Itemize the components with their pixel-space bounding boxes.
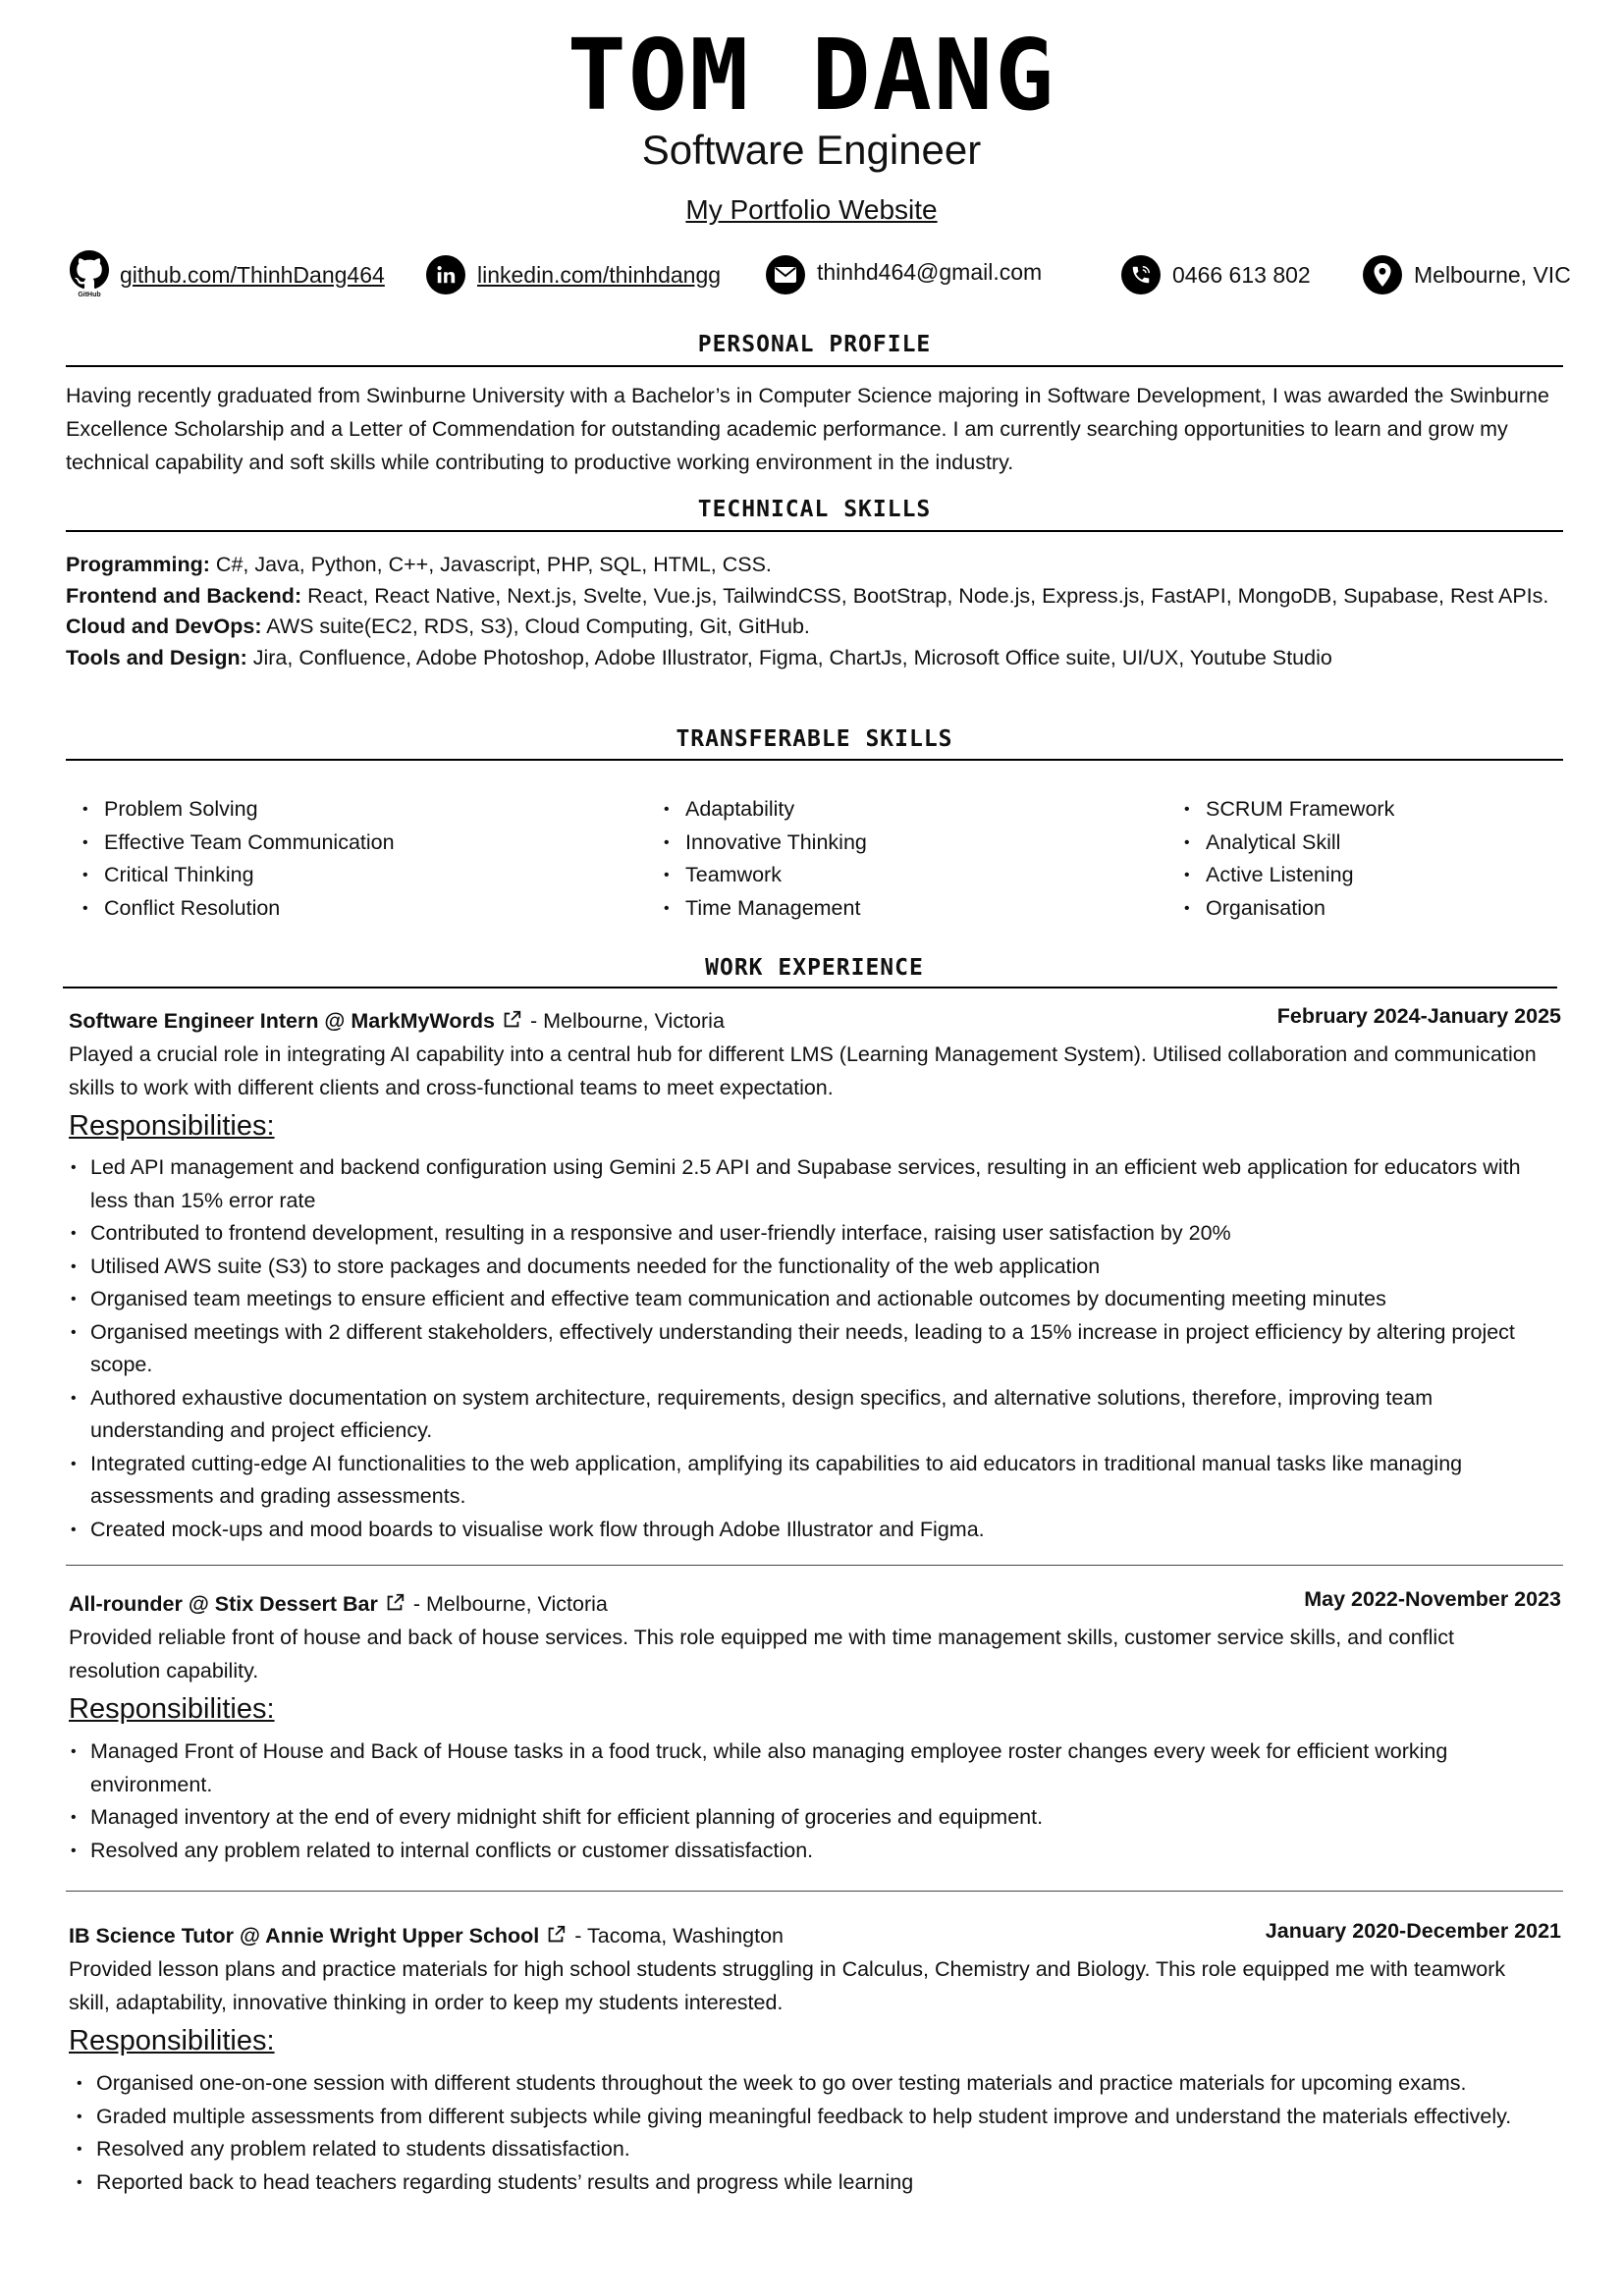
job-header [69,1587,1561,1621]
linkedin-link[interactable]: linkedin.com/thinhdangg [477,261,722,288]
job-summary: Provided reliable front of house and back of house services. This role equipped me with time management skills, customer service skills, and conflict resolution capability. [69,1626,1454,1682]
job-title: All-rounder @ Stix Dessert Bar [69,1592,378,1616]
skill-row: Cloud and DevOps: AWS suite(EC2, RDS, S3), Cloud Computing, Git, GitHub. [66,614,810,638]
job-role: Software Engineer [641,127,982,173]
list-item: • Resolved any problem related to students dissatisfaction. [75,2133,1547,2166]
phone-number[interactable]: 0466 613 802 [1172,261,1311,288]
responsibilities-label: Responsibilities: [69,1110,275,1142]
email-address[interactable]: thinhd464@gmail.com [817,258,1043,285]
candidate-name: TOM DANG [567,18,1056,133]
list-item: • Graded multiple assessments from different subjects while giving meaningful feedback to help student improve and understand the materials effectively. [75,2101,1547,2134]
list-item: • Organised team meetings to ensure efficient and effective team communication and actionable outcomes by documenting meeting minutes [69,1283,1532,1316]
section-title-work: WORK EXPERIENCE [705,955,924,981]
list-item: • Innovative Thinking [664,827,867,860]
responsibilities-label: Responsibilities: [69,1693,275,1725]
list-item: • Teamwork [664,859,867,892]
list-item: • Problem Solving [82,793,395,827]
github-link[interactable]: github.com/ThinhDang464 [120,261,385,288]
list-item: • Conflict Resolution [82,892,395,926]
external-link-icon[interactable] [545,1922,567,1955]
section-divider [66,530,1563,532]
job-title: Software Engineer Intern @ MarkMyWords [69,1009,495,1033]
job-date: January 2020-December 2021 [1265,1919,1561,1943]
list-item: • Adaptability [664,793,867,827]
skill-row: Frontend and Backend: React, React Native, Next.js, Svelte, Vue.js, TailwindCSS, BootStrap, Node.js, Express.js, FastAPI, MongoDB, Supabase, Rest APIs. [66,583,1549,608]
contact-linkedin[interactable] [426,250,721,299]
section-divider [63,987,1557,988]
job-header [69,1004,1561,1038]
location-text: Melbourne, VIC [1414,261,1571,288]
list-item: • Time Management [664,892,867,926]
list-item: • Authored exhaustive documentation on system architecture, requirements, design specifics, and alternative solutions, therefore, improving team understanding and project efficiency. [69,1382,1532,1448]
contact-github[interactable] [69,250,385,299]
list-item: • Organised one-on-one session with different students throughout the week to go over testing materials and practice materials for upcoming exams. [75,2067,1547,2101]
transferable-column-1 [82,793,395,925]
profile-text: Having recently graduated from Swinburne University with a Bachelor’s in Computer Science majoring in Software Development, I was awarded the Swinburne Excellence Scholarship and a Letter of Commendation for outstanding academic performance. I am currently searching opportunities to learn and grow my technical capability and soft skills while contributing to productive working environment in the industry. [66,384,1549,474]
transferable-column-3 [1184,793,1394,925]
skill-row: Programming: C#, Java, Python, C++, Javascript, PHP, SQL, HTML, CSS. [66,553,772,576]
section-divider [66,365,1563,367]
list-item: • Integrated cutting-edge AI functionalities to the web application, amplifying its capabilities to aid educators in traditional manual tasks like managing assessments and grading assessments. [69,1448,1532,1514]
responsibilities-label: Responsibilities: [69,2025,275,2056]
job-summary: Played a crucial role in integrating AI capability into a central hub for different LMS (Learning Management System). Utilised collaboration and communication skills to work with different clients and cross-functional teams to meet expectation. [69,1042,1537,1099]
list-item: • Utilised AWS suite (S3) to store packages and documents needed for the functionality of the web application [69,1251,1532,1284]
list-item: • Managed inventory at the end of every midnight shift for efficient planning of groceries and equipment. [69,1801,1532,1835]
contact-bar [0,250,1623,299]
list-item: • Reported back to head teachers regarding students’ results and progress while learning [75,2166,1547,2200]
list-item: • Created mock-ups and mood boards to visualise work flow through Adobe Illustrator and Figma. [69,1514,1532,1547]
list-item: • Active Listening [1184,859,1394,892]
responsibilities-list [69,1151,1532,1546]
phone-icon [1121,255,1161,294]
job-summary: Provided lesson plans and practice materials for high school students struggling in Calculus, Chemistry and Biology. This role equipped me with teamwork skill, adaptability, innovative thinking in order to keep my students interested. [69,1957,1506,2014]
list-item: • Analytical Skill [1184,827,1394,860]
job-divider [66,1891,1563,1892]
job-divider [66,1565,1563,1566]
contact-phone[interactable] [1121,250,1311,299]
external-link-icon[interactable] [384,1590,406,1624]
list-item: • Organised meetings with 2 different stakeholders, effectively understanding their needs, leading to a 15% increase in project efficiency by altering project scope. [69,1316,1532,1382]
contact-location [1363,250,1571,299]
list-item: • Critical Thinking [82,859,395,892]
section-title-profile: PERSONAL PROFILE [697,332,932,357]
technical-skills [66,550,1563,673]
list-item: • Contributed to frontend development, resulting in a responsive and user-friendly interface, raising user satisfaction by 20% [69,1217,1532,1251]
list-item: • Managed Front of House and Back of House tasks in a food truck, while also managing employee roster changes every week for efficient working environment. [69,1735,1532,1801]
job-location: - Melbourne, Victoria [412,1592,608,1616]
location-pin-icon [1363,255,1402,294]
list-item: • Effective Team Communication [82,827,395,860]
skill-row: Tools and Design: Jira, Confluence, Adobe Photoshop, Adobe Illustrator, Figma, ChartJs, Microsoft Office suite, UI/UX, Youtube Studio [66,645,1332,669]
list-item: • Resolved any problem related to internal conflicts or customer dissatisfaction. [69,1835,1532,1868]
list-item: • Organisation [1184,892,1394,926]
job-header [69,1919,1561,1952]
transferable-column-2 [664,793,867,925]
list-item: • SCRUM Framework [1184,793,1394,827]
responsibilities-list [75,2067,1547,2199]
mail-icon [766,255,805,294]
contact-email[interactable] [766,250,1042,299]
job-date: February 2024-January 2025 [1276,1004,1561,1028]
job-date: May 2022-November 2023 [1304,1587,1561,1611]
portfolio-link[interactable]: My Portfolio Website [685,194,938,225]
job-title: IB Science Tutor @ Annie Wright Upper School [69,1924,540,1948]
job-location: - Tacoma, Washington [574,1924,784,1948]
job-location: - Melbourne, Victoria [529,1009,725,1033]
external-link-icon[interactable] [501,1007,522,1041]
section-title-technical: TECHNICAL SKILLS [697,497,932,522]
responsibilities-list [69,1735,1532,1867]
github-icon [69,250,110,299]
section-divider [66,759,1563,761]
section-title-transferable: TRANSFERABLE SKILLS [676,726,953,752]
linkedin-icon [426,255,465,294]
list-item: • Led API management and backend configuration using Gemini 2.5 API and Supabase services, resulting in an efficient web application for educators with less than 15% error rate [69,1151,1532,1217]
github-icon-caption: GitHub [78,292,101,298]
